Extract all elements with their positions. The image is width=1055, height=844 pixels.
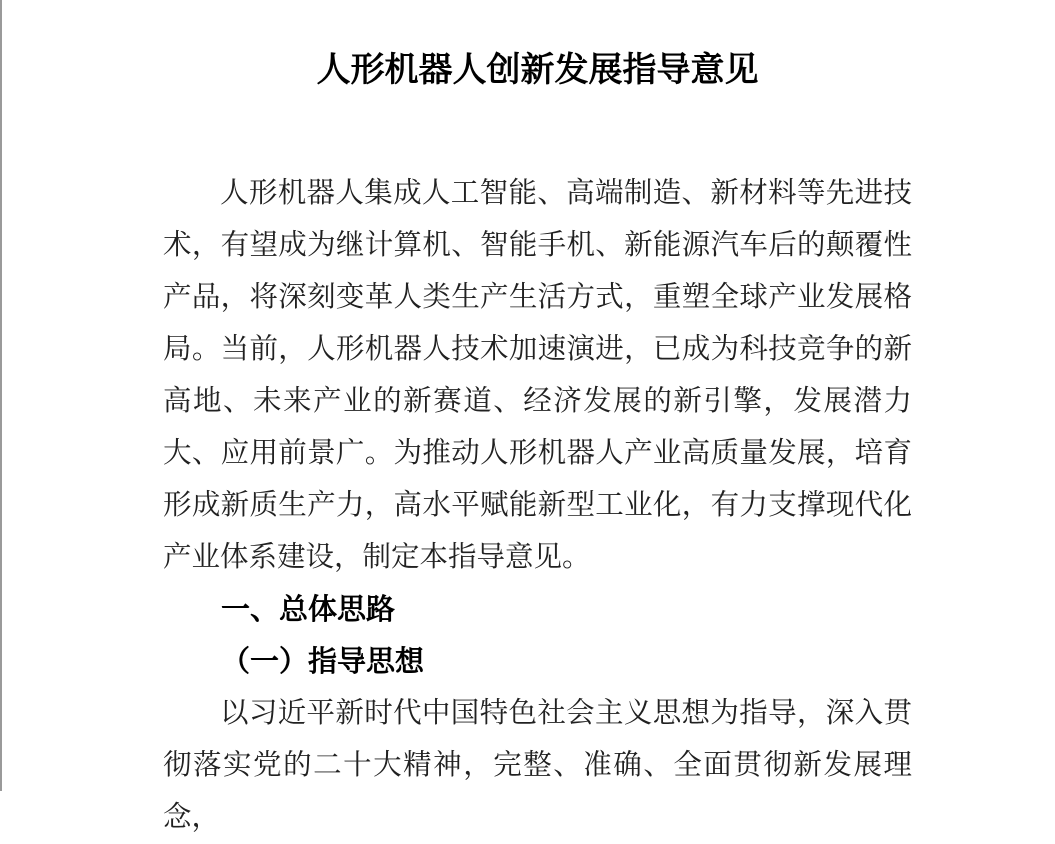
paragraph-intro: 人形机器人集成人工智能、高端制造、新材料等先进技术，有望成为继计算机、智能手机、新能源汽车后的颠覆性产品，将深刻变革人类生产生活方式，重塑全球产业发展格局。当前，人形机器人技术加速演进，已成为科技竞争的新高地、未来产业的新赛道、经济发展的新引擎，发展潜力大、应用前景广。为推动人形机器人产业高质量发展，培育形成新质生产力，高水平赋能新型工业化，有力支撑现代化产业体系建设，制定本指导意见。	[163, 178, 912, 573]
section-heading-overall-approach: 一、总体思路	[221, 594, 396, 626]
document-body	[163, 168, 912, 844]
paragraph-guiding-ideology: 以习近平新时代中国特色社会主义思想为指导，深入贯彻落实党的二十大精神，完整、准确、全面贯彻新发展理念，	[163, 698, 912, 833]
document-title: 人形机器人创新发展指导意见	[316, 51, 759, 89]
window-left-border	[0, 0, 2, 791]
subsection-heading-guiding-ideology: （一）指导思想	[221, 646, 425, 678]
